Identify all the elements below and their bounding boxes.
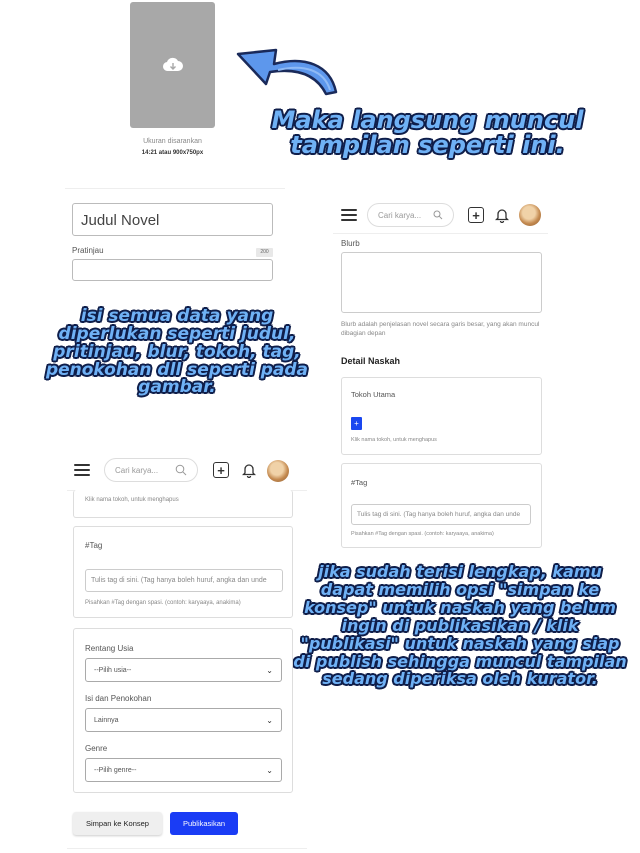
tag-label: #Tag xyxy=(351,478,368,487)
add-icon[interactable]: + xyxy=(468,207,484,223)
tag-note: Pisahkan #Tag dengan spasi. (contoh: karyaaya, anakima) xyxy=(351,531,494,537)
menu-icon[interactable] xyxy=(341,209,357,221)
main-character-label: Tokoh Utama xyxy=(351,390,396,399)
tag-input[interactable]: Tulis tag di sini. (Tag hanya boleh huruf, angka dan unde xyxy=(85,569,283,592)
content-label: Isi dan Penokohan xyxy=(85,694,152,703)
publish-button[interactable]: Publikasikan xyxy=(170,812,238,835)
annotation-top: Maka langsung muncul tampilan seperti ini. xyxy=(271,106,584,160)
character-card xyxy=(73,490,293,518)
content-select[interactable] xyxy=(85,708,282,732)
preview-label: Pratinjau xyxy=(72,246,104,255)
character-note: Klik nama tokoh, untuk menghapus xyxy=(351,437,437,443)
search-placeholder: Cari karya... xyxy=(378,210,422,220)
avatar[interactable] xyxy=(519,204,541,226)
divider xyxy=(65,188,285,189)
detail-section-title: Detail Naskah xyxy=(341,356,401,366)
char-counter: 200 xyxy=(256,248,273,257)
chevron-down-icon: ⌄ xyxy=(266,765,273,775)
content-value: Lainnya xyxy=(94,716,119,724)
genre-label: Genre xyxy=(85,744,108,753)
search-icon xyxy=(175,464,187,476)
search-placeholder: Cari karya... xyxy=(115,465,159,475)
chevron-down-icon: ⌄ xyxy=(266,665,273,675)
curved-arrow-icon xyxy=(232,28,357,100)
menu-icon[interactable] xyxy=(74,464,90,476)
annotation-middle: isi semua data yang diperlukan seperti judul, pritinjau, blur, tokoh, tag, penokohan dll seperti pada gambar. xyxy=(45,306,309,398)
divider xyxy=(333,233,548,234)
title-input[interactable]: Judul Novel xyxy=(72,203,273,236)
save-draft-button[interactable]: Simpan ke Konsep xyxy=(73,812,162,835)
age-range-value: --Pilih usia-- xyxy=(94,666,132,674)
cover-upload[interactable] xyxy=(130,2,215,128)
search-input[interactable] xyxy=(104,458,198,482)
character-note: Klik nama tokoh, untuk menghapus xyxy=(85,497,179,503)
chevron-down-icon: ⌄ xyxy=(266,715,273,725)
add-character-button[interactable]: + xyxy=(351,417,362,430)
avatar[interactable] xyxy=(267,460,289,482)
genre-value: --Pilih genre-- xyxy=(94,766,137,774)
bell-icon[interactable] xyxy=(242,462,256,478)
age-range-select[interactable] xyxy=(85,658,282,682)
annotation-bottom: jika sudah terisi lengkap, kamu dapat memilih opsi "simpan ke konsep" untuk naskah yang belum ingin di publikasikan / klik "publikasi" untuk naskah yang siap di publish sehingga muncul tampilan sedang diperiksa oleh kurator. xyxy=(293,562,627,689)
cloud-upload-icon xyxy=(162,56,184,74)
blurb-label: Blurb xyxy=(341,239,360,248)
bell-icon[interactable] xyxy=(495,207,509,223)
tag-label: #Tag xyxy=(85,541,103,550)
blurb-textarea[interactable] xyxy=(341,252,542,313)
blurb-note: Blurb adalah penjelasan novel secara garis besar, yang akan muncul dibagian depan xyxy=(341,321,540,338)
search-input[interactable] xyxy=(367,203,454,227)
tag-input[interactable]: Tulis tag di sini. (Tag hanya boleh huruf, angka dan unde xyxy=(351,504,531,525)
cover-size-caption: Ukuran disarankan xyxy=(143,138,202,145)
divider xyxy=(67,848,307,849)
genre-select[interactable] xyxy=(85,758,282,782)
add-icon[interactable]: + xyxy=(213,462,229,478)
age-range-label: Rentang Usia xyxy=(85,644,134,653)
tag-note: Pisahkan #Tag dengan spasi. (contoh: karyaaya, anakima) xyxy=(85,600,241,606)
main-character-card xyxy=(341,377,542,455)
preview-input[interactable] xyxy=(72,259,273,281)
cover-size-value: 14:21 atau 900x750px xyxy=(141,150,204,156)
search-icon xyxy=(433,210,443,220)
